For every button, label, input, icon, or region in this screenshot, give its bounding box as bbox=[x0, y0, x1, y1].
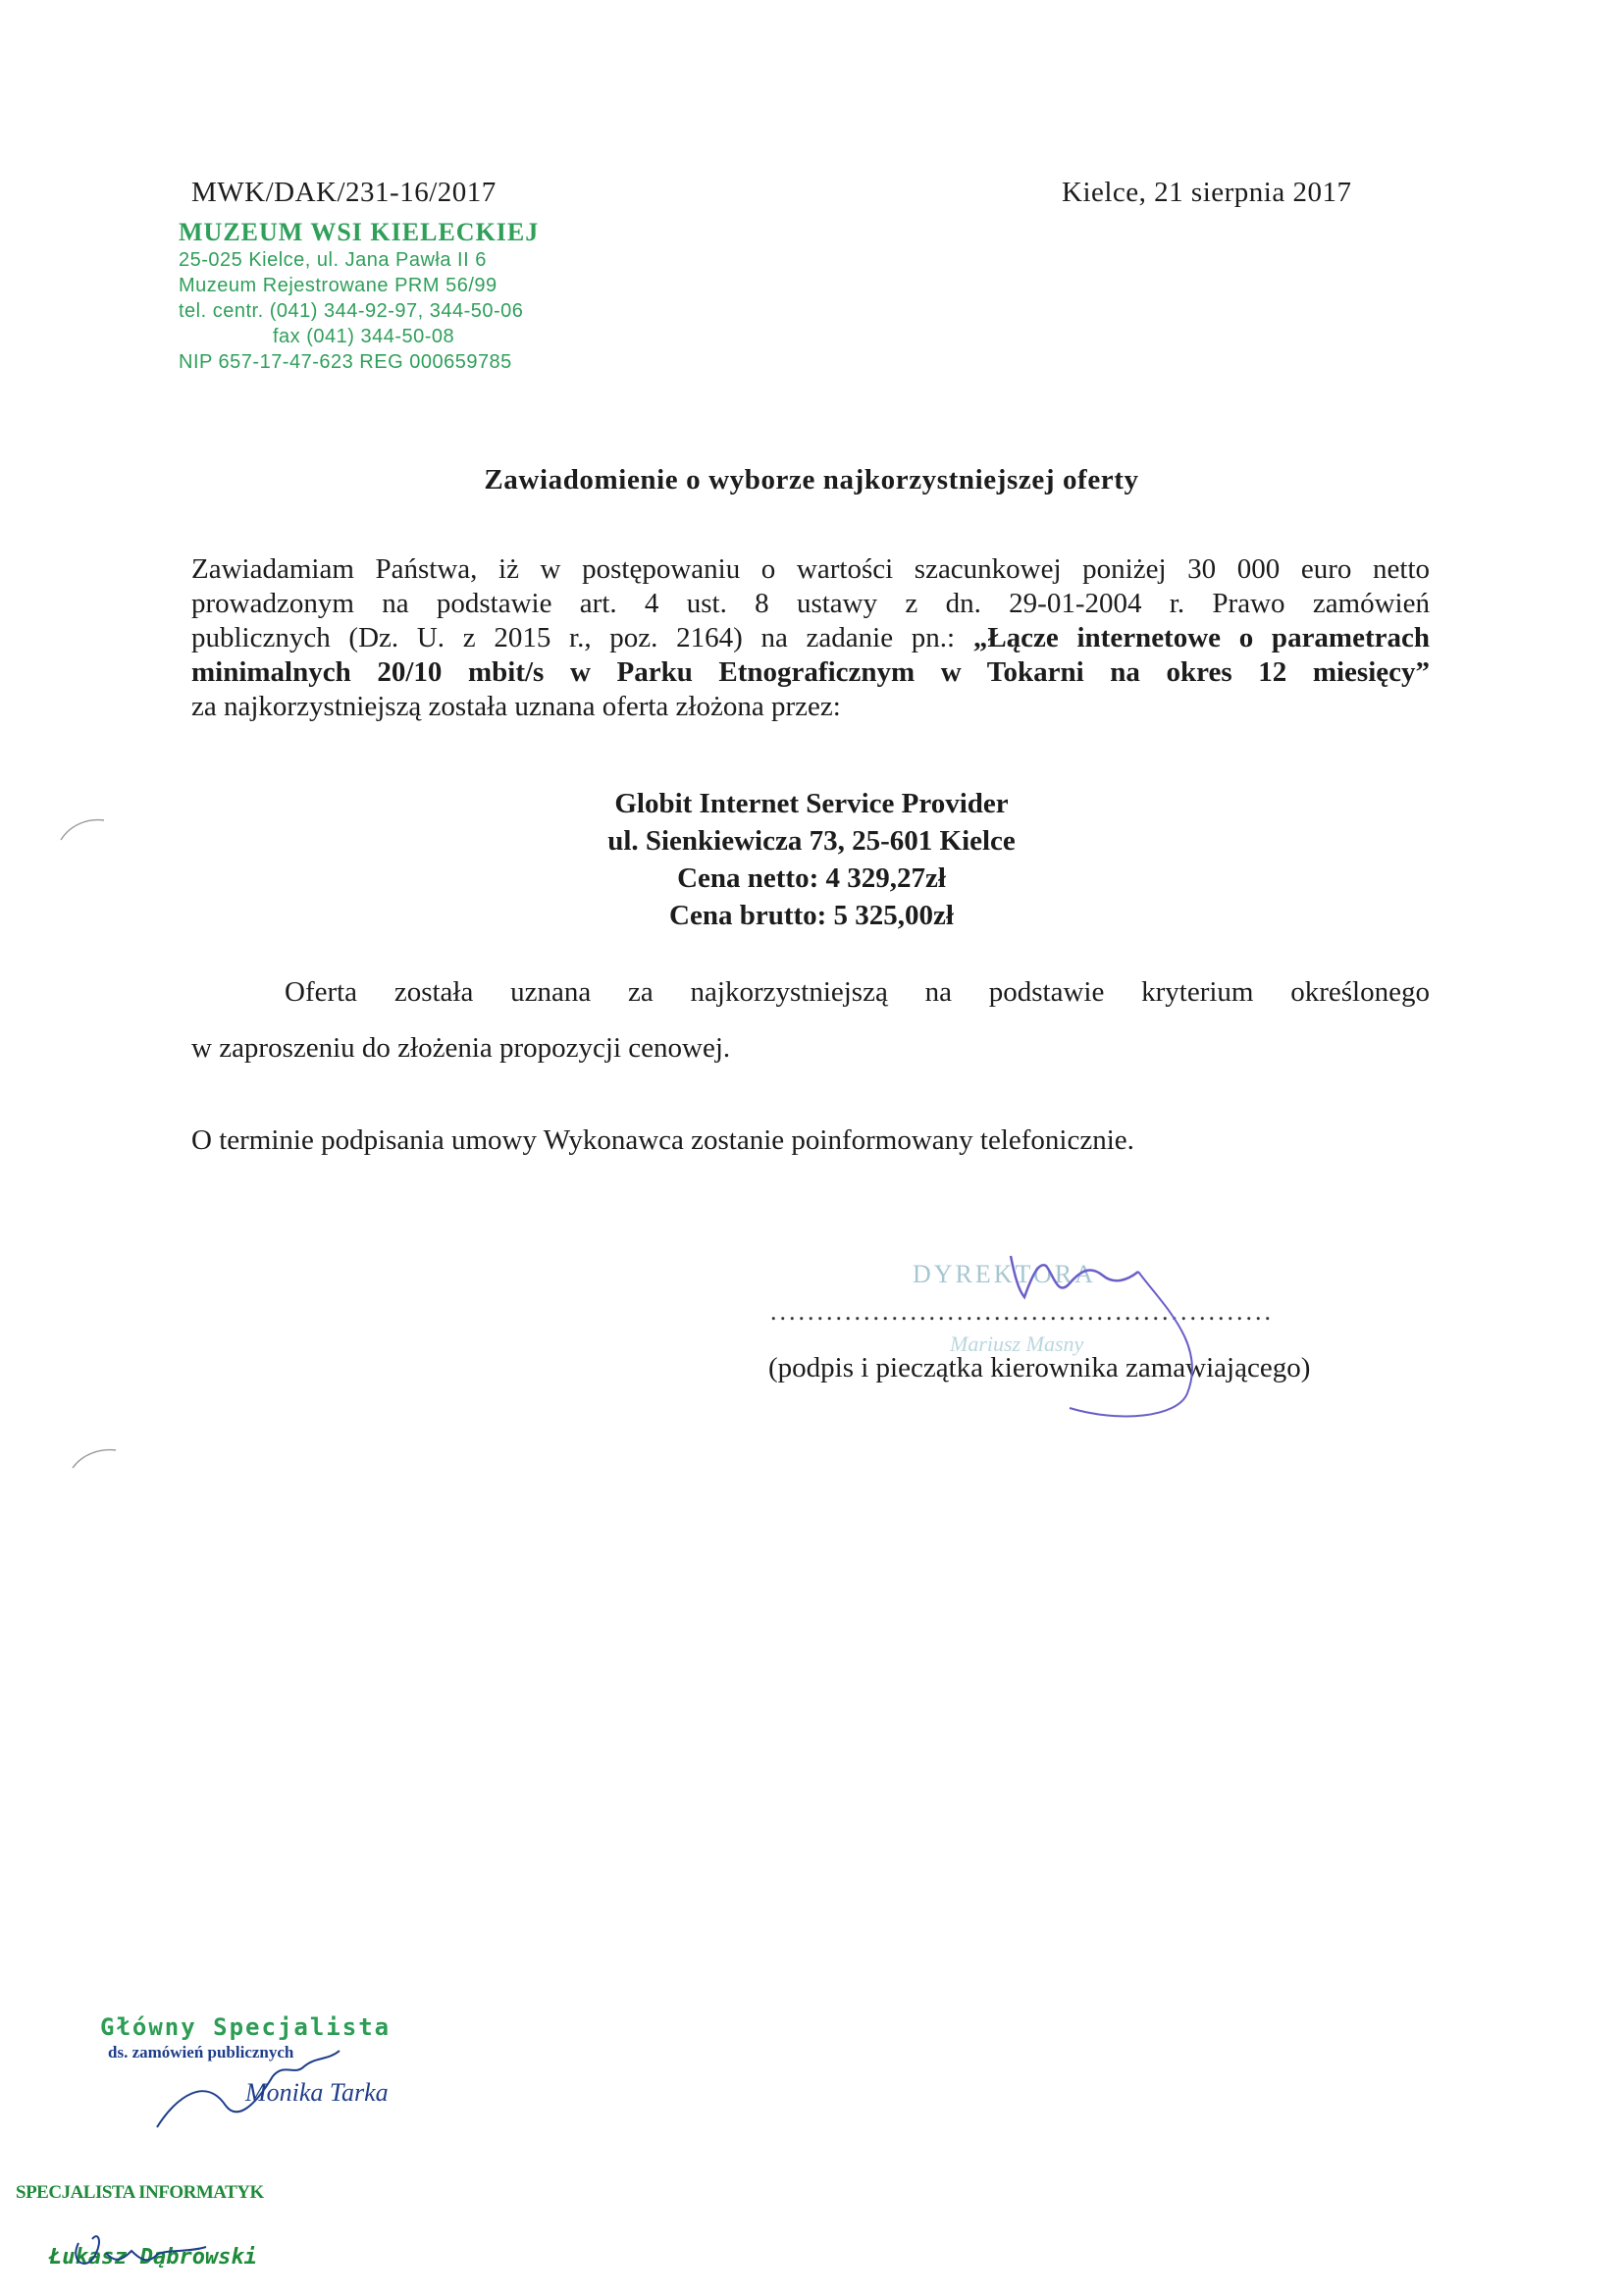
it-specialist-signature-image bbox=[59, 2214, 255, 2282]
criterion-paragraph-line1: Oferta została uznana za najkorzystniejszą na podstawie kryterium określonego bbox=[285, 976, 1430, 1008]
place-and-date: Kielce, 21 sierpnia 2017 bbox=[1062, 177, 1352, 208]
document-reference: MWK/DAK/231-16/2017 bbox=[191, 177, 497, 208]
director-stamp-name: Mariusz Masny bbox=[950, 1331, 1084, 1356]
task-name-end: minimalnych 20/10 mbit/s w Parku Etnograficznym w Tokarni na okres 12 miesięcy” bbox=[191, 656, 1430, 688]
body-text: publicznych (Dz. U. z 2015 r., poz. 2164) na zadanie pn.: bbox=[191, 622, 973, 653]
winner-company: Globit Internet Service Provider bbox=[614, 788, 1009, 819]
specialist-name: Monika Tarka bbox=[245, 2078, 389, 2107]
contract-notice-paragraph: O terminie podpisania umowy Wykonawca zostanie poinformowany telefonicznie. bbox=[191, 1124, 1134, 1156]
task-name-start: „Łącze internetowe o parametrach bbox=[972, 622, 1430, 653]
body-line bbox=[191, 621, 1430, 655]
body-line: za najkorzystniejszą została uznana oferta złożona przez: bbox=[191, 691, 841, 722]
margin-mark bbox=[59, 814, 108, 844]
it-specialist-title: SPECJALISTA INFORMATYK bbox=[16, 2182, 264, 2203]
stamp-phone: tel. centr. (041) 344-92-97, 344-50-06 bbox=[179, 300, 524, 322]
stamp-registry: Muzeum Rejestrowane PRM 56/99 bbox=[179, 275, 497, 296]
museum-stamp bbox=[179, 218, 591, 375]
notice-paragraph bbox=[191, 552, 1430, 724]
margin-mark bbox=[71, 1444, 120, 1474]
specialist-subtitle: ds. zamówień publicznych bbox=[108, 2043, 294, 2061]
specialist-title: Główny Specjalista bbox=[100, 2013, 392, 2041]
stamp-address: 25-025 Kielce, ul. Jana Pawła II 6 bbox=[179, 249, 487, 271]
gross-price: Cena brutto: 5 325,00zł bbox=[669, 900, 954, 931]
document-title: Zawiadomienie o wyborze najkorzystniejszej oferty bbox=[484, 464, 1139, 496]
criterion-paragraph-line2: w zaproszeniu do złożenia propozycji cenowej. bbox=[191, 1032, 731, 1064]
winner-address: ul. Sienkiewicza 73, 25-601 Kielce bbox=[607, 825, 1016, 857]
signature-caption: (podpis i pieczątka kierownika zamawiającego) bbox=[768, 1352, 1311, 1383]
stamp-museum-name: MUZEUM WSI KIELECKIEJ bbox=[179, 218, 540, 246]
signature-line: ...................................................... bbox=[770, 1297, 1274, 1326]
stamp-tax-id: NIP 657-17-47-623 REG 000659785 bbox=[179, 351, 512, 373]
body-line: prowadzonym na podstawie art. 4 ust. 8 ustawy z dn. 29-01-2004 r. Prawo zamówień bbox=[191, 588, 1430, 619]
it-specialist-name: Łukasz Dąbrowski bbox=[49, 2245, 257, 2270]
director-signature-image bbox=[981, 1236, 1236, 1433]
stamp-fax: fax (041) 344-50-08 bbox=[273, 326, 455, 347]
winning-offer bbox=[0, 785, 1623, 934]
director-stamp-text: DYREKTORA bbox=[913, 1260, 1096, 1288]
specialist-signature-image bbox=[147, 2037, 363, 2145]
net-price: Cena netto: 4 329,27zł bbox=[677, 862, 946, 894]
body-line: Zawiadamiam Państwa, iż w postępowaniu o wartości szacunkowej poniżej 30 000 euro netto bbox=[191, 553, 1430, 585]
